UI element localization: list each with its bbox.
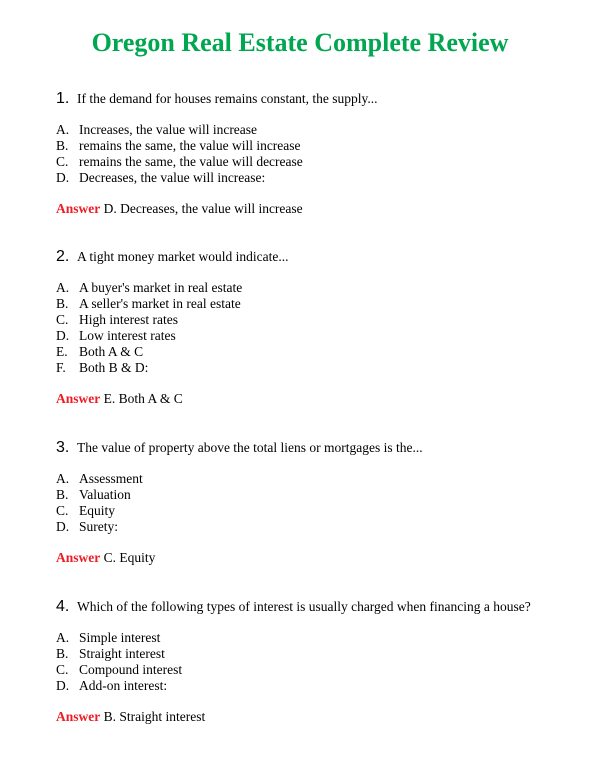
answer-line — [56, 200, 576, 218]
option-text: Surety: — [79, 519, 118, 534]
question-4 — [56, 596, 576, 726]
question-number: 1. — [56, 90, 70, 107]
answer-text: E. Both A & C — [103, 391, 183, 406]
options-list — [56, 630, 576, 694]
option-a — [56, 122, 576, 138]
option-text: remains the same, the value will increase — [79, 138, 301, 153]
option-letter: B. — [56, 138, 69, 153]
option-d — [56, 519, 576, 535]
option-letter: B. — [56, 296, 69, 311]
question-prompt — [56, 88, 576, 110]
option-a — [56, 630, 576, 646]
option-text: Low interest rates — [79, 328, 176, 343]
option-letter: C. — [56, 662, 69, 677]
option-letter: F. — [56, 360, 66, 375]
answer-text: C. Equity — [103, 550, 156, 565]
question-3 — [56, 437, 576, 567]
answer-line — [56, 549, 576, 567]
option-a — [56, 280, 576, 296]
question-number: 3. — [56, 439, 70, 456]
option-text: High interest rates — [79, 312, 178, 327]
option-d — [56, 678, 576, 694]
question-prompt — [56, 437, 576, 459]
options-list — [56, 122, 576, 186]
option-letter: A. — [56, 471, 70, 486]
option-c — [56, 662, 576, 678]
option-b — [56, 646, 576, 662]
option-c — [56, 312, 576, 328]
option-c — [56, 154, 576, 170]
answer-label: Answer — [56, 550, 101, 565]
answer-label: Answer — [56, 201, 101, 216]
option-text: Increases, the value will increase — [79, 122, 258, 137]
option-text: Both A & C — [79, 344, 144, 359]
answer-text: B. Straight interest — [103, 709, 206, 724]
option-letter: C. — [56, 312, 69, 327]
option-text: Decreases, the value will increase: — [79, 170, 266, 185]
question-text: The value of property above the total liens or mortgages is the... — [77, 440, 423, 455]
option-text: Both B & D: — [79, 360, 149, 375]
option-letter: A. — [56, 280, 70, 295]
option-e — [56, 344, 576, 360]
option-text: Equity — [79, 503, 115, 518]
option-b — [56, 138, 576, 154]
option-letter: C. — [56, 503, 69, 518]
answer-text: D. Decreases, the value will increase — [103, 201, 303, 216]
option-letter: D. — [56, 678, 70, 693]
option-text: Straight interest — [79, 646, 165, 661]
answer-label: Answer — [56, 709, 101, 724]
question-text: Which of the following types of interest is usually charged when financing a house? — [77, 599, 531, 614]
option-text: A seller's market in real estate — [79, 296, 241, 311]
question-text: If the demand for houses remains constant, the supply... — [77, 91, 378, 106]
option-letter: B. — [56, 487, 69, 502]
option-text: Valuation — [79, 487, 131, 502]
option-d — [56, 328, 576, 344]
question-number: 4. — [56, 598, 70, 615]
option-letter: D. — [56, 170, 70, 185]
option-d — [56, 170, 576, 186]
option-letter: E. — [56, 344, 68, 359]
question-2 — [56, 246, 576, 408]
option-letter: D. — [56, 519, 70, 534]
option-letter: A. — [56, 122, 70, 137]
answer-line — [56, 708, 576, 726]
option-text: remains the same, the value will decrease — [79, 154, 303, 169]
option-letter: C. — [56, 154, 69, 169]
question-1 — [56, 88, 576, 218]
option-text: A buyer's market in real estate — [79, 280, 243, 295]
options-list — [56, 471, 576, 535]
option-text: Simple interest — [79, 630, 161, 645]
option-b — [56, 487, 576, 503]
option-text: Add-on interest: — [79, 678, 168, 693]
option-c — [56, 503, 576, 519]
question-text: A tight money market would indicate... — [77, 249, 289, 264]
question-prompt — [56, 246, 576, 268]
option-text: Assessment — [79, 471, 143, 486]
answer-line — [56, 390, 576, 408]
options-list — [56, 280, 576, 376]
option-letter: A. — [56, 630, 70, 645]
option-letter: B. — [56, 646, 69, 661]
question-number: 2. — [56, 248, 70, 265]
option-letter: D. — [56, 328, 70, 343]
option-text: Compound interest — [79, 662, 183, 677]
option-b — [56, 296, 576, 312]
option-a — [56, 471, 576, 487]
option-f — [56, 360, 576, 376]
question-prompt — [56, 596, 576, 618]
answer-label: Answer — [56, 391, 101, 406]
page-title: Oregon Real Estate Complete Review — [91, 28, 509, 57]
